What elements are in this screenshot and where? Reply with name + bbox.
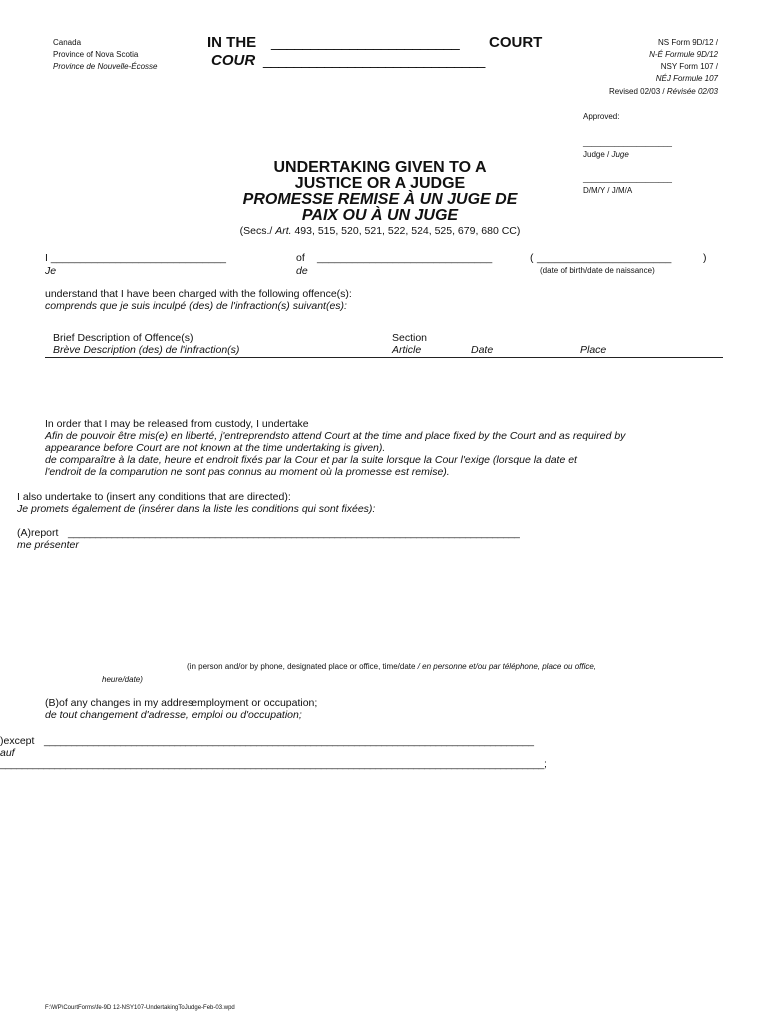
revised-fr: Révisée 02/03 bbox=[666, 87, 718, 96]
except-fr: auf bbox=[0, 747, 15, 759]
cour-blank: _____________________________ bbox=[263, 52, 485, 69]
col-section-fr: Article bbox=[392, 344, 422, 356]
address-blank: ______________________________ bbox=[317, 252, 493, 264]
col-description-en: Brief Description of Offence(s) bbox=[53, 332, 194, 344]
je-label: Je bbox=[45, 265, 57, 277]
report-blank: ___________________________________________________________________________________ bbox=[68, 527, 520, 539]
col-section-en: Section bbox=[392, 332, 428, 344]
court-label: COURT bbox=[489, 34, 543, 51]
form-revised bbox=[609, 87, 718, 96]
conditions-en: I also undertake to (insert any conditions that are directed): bbox=[17, 491, 291, 503]
changes-fr: de tout changement d'adresse, emploi ou d'occupation; bbox=[45, 709, 302, 721]
cour-label: COUR bbox=[211, 52, 256, 69]
release-fr-line2: appearance before Court are not known at the time undertaking is given). bbox=[45, 442, 386, 454]
changes-en: (B)of any changes in my addresemployment or occupation; bbox=[45, 697, 318, 709]
footer-file-path: F:\WP\CourtForms\fe-9D 12-NSY107-UndertakingToJudge-Feb-03.wpd bbox=[45, 1005, 235, 1011]
dob-close: ) bbox=[703, 252, 707, 264]
charged-fr: comprends que je suis inculpé (des) de l'infraction(s) suivant(es): bbox=[45, 300, 347, 312]
form-ref-ne: N-É Formule 9D/12 bbox=[649, 50, 718, 59]
dob-open: ( bbox=[530, 252, 534, 264]
release-fr-line1: Afin de pouvoir être mis(e) en liberté, j'entreprendsto attend Court at the time and place fixed by the Court and as required by bbox=[45, 430, 626, 442]
title-en-line2: JUSTICE OR A JUDGE bbox=[294, 175, 466, 192]
title-fr-line2: PAIX OU À UN JUGE bbox=[301, 207, 459, 224]
release-fr-line3: de comparaître à la date, heure et endroit fixés par la Cour et par la suite lorsque la Cour l'exige (lorsque la date et bbox=[45, 454, 577, 466]
approval-date-blank: ____________________ bbox=[583, 174, 672, 183]
report-en: (A)report bbox=[17, 527, 59, 539]
except-en: )except bbox=[0, 735, 35, 747]
report-note-fr2: heure/date) bbox=[102, 675, 143, 684]
form-ref-nsy: NSY Form 107 / bbox=[660, 62, 718, 71]
col-date: Date bbox=[471, 344, 494, 356]
dob-blank: _______________________ bbox=[537, 252, 672, 264]
report-fr: me présenter bbox=[17, 539, 79, 551]
jurisdiction-province-en: Province of Nova Scotia bbox=[53, 50, 139, 59]
charged-en: understand that I have been charged with the following offence(s): bbox=[45, 288, 352, 300]
court-in-the: IN THE bbox=[207, 34, 257, 51]
dob-label: (date of birth/date de naissance) bbox=[540, 266, 655, 275]
title-sections: (Secs./ Art. 493, 515, 520, 521, 522, 524, 525, 679, 680 CC) bbox=[239, 225, 521, 237]
table-header-rule bbox=[45, 357, 723, 358]
of-label: of bbox=[296, 252, 305, 264]
court-blank: ________________________ bbox=[271, 34, 460, 51]
approval-date-label: D/M/Y / J/M/A bbox=[583, 186, 633, 195]
name-blank: I ______________________________ bbox=[45, 252, 227, 264]
col-description-fr: Brève Description (des) de l'infraction(s) bbox=[53, 344, 240, 356]
jurisdiction-province-fr: Province de Nouvelle-Écosse bbox=[53, 62, 158, 71]
form-ref-ns: NS Form 9D/12 / bbox=[657, 38, 718, 47]
release-fr-line4: l'endroit de la comparution ne sont pas connus au moment où la promesse est remise). bbox=[45, 466, 450, 478]
release-en: In order that I may be released from custody, I undertake bbox=[45, 418, 309, 430]
approved-label: Approved: bbox=[583, 112, 620, 121]
revised-en: Revised 02/03 / bbox=[609, 87, 665, 96]
except-blank-2: ____________________________________________________________________________________________________; bbox=[0, 758, 547, 770]
title-en-line1: UNDERTAKING GIVEN TO A bbox=[273, 159, 487, 176]
report-note: (in person and/or by phone, designated place or office, time/date / en personne et/ou par téléphone, place ou office, bbox=[187, 662, 597, 671]
de-label: de bbox=[296, 265, 308, 277]
except-blank-1: __________________________________________________________________________________________ bbox=[44, 735, 534, 747]
col-place: Place bbox=[580, 344, 607, 356]
judge-label: Judge / Juge bbox=[583, 150, 629, 159]
conditions-fr: Je promets également de (insérer dans la liste les conditions qui sont fixées): bbox=[17, 503, 376, 515]
title-fr-line1: PROMESSE REMISE À UN JUGE DE bbox=[242, 191, 518, 208]
form-ref-nej: NÉJ Formule 107 bbox=[655, 74, 718, 83]
judge-signature-blank: ____________________ bbox=[583, 138, 672, 147]
jurisdiction-country: Canada bbox=[53, 38, 82, 47]
